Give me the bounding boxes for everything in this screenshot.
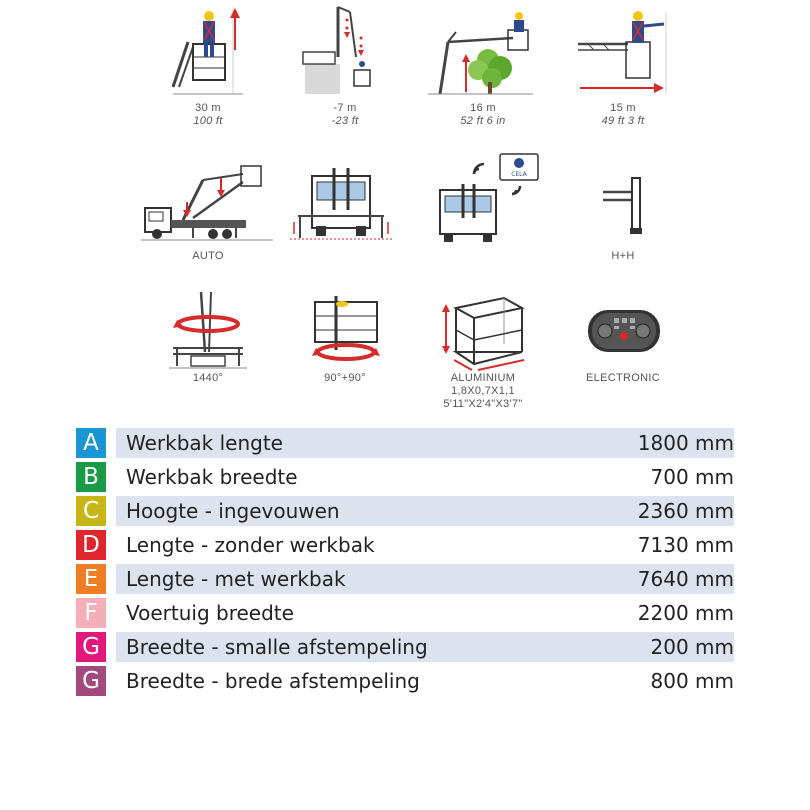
spec-row-f [76, 598, 734, 628]
spec-bar [116, 530, 734, 560]
spec-label: Lengte - zonder werkbak [126, 533, 375, 557]
letter-badge: G [76, 632, 106, 662]
spec-label: Voertuig breedte [126, 601, 294, 625]
electronic-control-icon [548, 290, 698, 372]
spec-row-c [76, 496, 734, 526]
height-imperial: 100 ft [193, 115, 223, 127]
icon-telematics [408, 150, 558, 250]
spec-value: 7130 mm [637, 533, 734, 557]
spec-value: 700 mm [650, 465, 734, 489]
outrigger-truck-front-icon [270, 150, 420, 250]
basket-dims-imperial: 5'11"X2'4"X3'7" [443, 398, 523, 410]
spec-label: Breedte - smalle afstempeling [126, 635, 428, 659]
aluminium-label: ALUMINIUM [450, 372, 516, 384]
spec-label: Werkbak breedte [126, 465, 298, 489]
spec-row-g-wide [76, 666, 734, 696]
spec-value: 1800 mm [637, 431, 734, 455]
spec-bar [116, 564, 734, 594]
horizontal-outreach-icon [548, 2, 698, 102]
spec-bar [116, 666, 734, 696]
icon-aluminium-basket [408, 290, 558, 411]
rotation-1440-icon [133, 290, 283, 372]
depth-imperial: -23 ft [331, 115, 359, 127]
spec-value: 2360 mm [637, 499, 734, 523]
icon-electronic-control [548, 290, 698, 385]
letter-badge: D [76, 530, 106, 560]
letter-badge: C [76, 496, 106, 526]
letter-badge: G [76, 666, 106, 696]
rotation-label: 1440° [192, 372, 224, 384]
horizontal-metric: 15 m [610, 102, 636, 114]
basket-rotation-label: 90°+90° [324, 372, 366, 384]
spec-label: Hoogte - ingevouwen [126, 499, 340, 523]
aluminium-basket-icon [408, 290, 558, 372]
icon-outrigger-front [270, 150, 420, 250]
negative-depth-icon [270, 2, 420, 102]
letter-badge: B [76, 462, 106, 492]
electronic-label: ELECTRONIC [586, 372, 660, 384]
basket-dims-metric: 1,8X0,7X1,1 [451, 385, 515, 397]
spec-label: Werkbak lengte [126, 431, 283, 455]
working-height-icon [133, 2, 283, 102]
spec-row-e [76, 564, 734, 594]
icon-working-height [133, 2, 283, 128]
auto-label: AUTO [192, 250, 224, 262]
auto-stabilizer-truck-icon [133, 150, 283, 250]
letter-badge: F [76, 598, 106, 628]
spec-value: 200 mm [650, 635, 734, 659]
depth-metric: -7 m [333, 102, 357, 114]
outreach-over-obstacle-icon [408, 2, 558, 102]
icon-negative-depth [270, 2, 420, 128]
spec-label: Breedte - brede afstempeling [126, 669, 420, 693]
icon-rotation [133, 290, 283, 385]
icon-auto-stabilizers [133, 150, 283, 263]
icon-basket-rotation [270, 290, 420, 385]
outreach-metric: 16 m [470, 102, 496, 114]
basket-rotation-icon [270, 290, 420, 372]
spec-bar [116, 496, 734, 526]
spec-bar [116, 598, 734, 628]
icon-horizontal-outreach [548, 2, 698, 128]
icon-hh-outrigger [548, 150, 698, 263]
spec-row-b [76, 462, 734, 492]
spec-bar [116, 428, 734, 458]
letter-badge: E [76, 564, 106, 594]
spec-value: 7640 mm [637, 567, 734, 591]
hh-label: H+H [611, 250, 635, 262]
spec-value: 2200 mm [637, 601, 734, 625]
spec-row-d [76, 530, 734, 560]
height-metric: 30 m [195, 102, 221, 114]
telematics-truck-icon [408, 150, 558, 250]
spec-bar [116, 632, 734, 662]
icon-outreach-obstacle [408, 2, 558, 128]
hh-outrigger-icon [548, 150, 698, 250]
outreach-imperial: 52 ft 6 in [460, 115, 506, 127]
letter-badge: A [76, 428, 106, 458]
spec-label: Lengte - met werkbak [126, 567, 346, 591]
spec-bar [116, 462, 734, 492]
svg-text:CELA: CELA [511, 171, 527, 178]
spec-row-a [76, 428, 734, 458]
horizontal-imperial: 49 ft 3 ft [601, 115, 645, 127]
spec-row-g-narrow [76, 632, 734, 662]
spec-value: 800 mm [650, 669, 734, 693]
